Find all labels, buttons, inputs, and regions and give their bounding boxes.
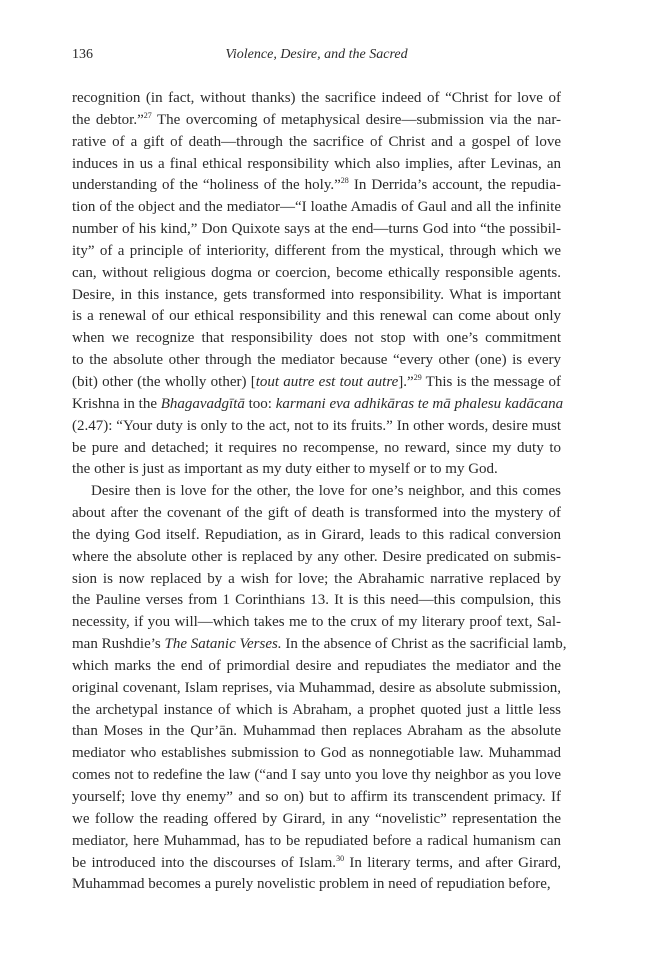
text-run: than Moses in the Qur’ān. Muhammad then replaces Abraham as the absolute (72, 723, 561, 740)
text-run: ].” (398, 373, 414, 390)
footnote-ref: 29 (413, 372, 422, 382)
footnote-ref: 28 (340, 176, 349, 186)
text-line (72, 350, 561, 372)
text-line (72, 743, 561, 765)
text-line (72, 154, 561, 176)
text-line (72, 547, 561, 569)
text-line (72, 503, 561, 525)
text-run: ity” of a principle of interiority, different from the mystical, through which we (72, 242, 561, 259)
text-run: In Derrida’s account, the repudia- (348, 177, 561, 194)
text-line (72, 438, 561, 460)
text-line (72, 132, 561, 154)
text-run: yourself; love thy enemy” and so on) but to affirm its transcendent primacy. If (72, 789, 561, 805)
text-line (72, 328, 561, 350)
page-number: 136 (72, 47, 93, 62)
italic-text: tout autre est tout autre (255, 373, 399, 390)
text-run: the archetypal instance of which is Abraham, a prophet quoted just a little less (72, 701, 561, 718)
text-line (72, 590, 561, 612)
text-run: mediator who establishes submission to God as nonnegotiable law. Muhammad (72, 745, 561, 762)
text-run: necessity, if you will—which takes me to the crux of my literary proof text, Sal- (72, 614, 561, 631)
text-run: original covenant, Islam reprises, via Muhammad, desire as absolute submission, (72, 679, 561, 696)
text-line (72, 700, 561, 722)
running-head (72, 47, 561, 67)
text-line (72, 525, 561, 547)
running-title: Violence, Desire, and the Sacred (225, 47, 408, 62)
text-run: too: (244, 395, 276, 412)
text-run: the debtor.” (72, 111, 144, 128)
text-line (72, 765, 561, 787)
text-run: In literary terms, and after Girard, (344, 854, 561, 871)
text-line (72, 416, 561, 438)
text-line (72, 721, 561, 743)
text-line (72, 612, 561, 634)
text-line (72, 372, 561, 394)
text-run: (2.47): “Your duty is only to the act, not to its fruits.” In other words, desire must (72, 417, 561, 434)
paragraph (72, 481, 567, 896)
text-run: Desire, in this instance, gets transformed into responsibility. What is important (72, 286, 561, 303)
text-run: man Rushdie’s (72, 636, 165, 653)
text-run: sion is now replaced by a wish for love; the Abrahamic narrative replaced by (72, 570, 561, 587)
text-run: Muhammad becomes a purely novelistic problem in need of repudiation before, (72, 876, 551, 893)
italic-text: Bhagavadgītā (160, 395, 245, 412)
text-line (72, 241, 561, 263)
text-line (72, 285, 561, 307)
footnote-ref: 30 (336, 853, 345, 863)
text-run: to the absolute other through the mediator because “every other (one) is every (72, 352, 561, 369)
text-line (72, 634, 567, 656)
text-run: mediator, here Muhammad, has to be repudiated before a radical humanism can (72, 832, 561, 849)
text-line (72, 569, 561, 591)
text-run: In the absence of Christ as the sacrificial lamb, (281, 636, 567, 653)
body-text (72, 88, 567, 896)
text-run: the other is just as important as my duty either to myself or to my God. (72, 461, 498, 478)
text-run: comes not to redefine the law (“and I say unto you love thy neighbor as you love (72, 767, 561, 784)
text-run: when we recognize that responsibility does not stop with one’s commitment (72, 330, 561, 347)
italic-text: The Satanic Verses. (164, 636, 282, 653)
text-run: we follow the reading offered by Girard, in any “novelistic” representation the (72, 810, 561, 827)
text-line (72, 656, 561, 678)
text-run: Desire then is love for the other, the love for one’s neighbor, and this comes (91, 483, 561, 500)
text-line (72, 263, 561, 285)
text-line (72, 831, 561, 853)
text-run: The overcoming of metaphysical desire—submission via the nar- (151, 111, 562, 128)
text-run: the dying God itself. Repudiation, as in Girard, leads to this radical conversion (72, 526, 561, 543)
text-run: rative of a gift of death—through the sacrifice of Christ and a gospel of love (72, 133, 561, 150)
text-run: induces in us a final ethical responsibility which also implies, after Levinas, an (72, 155, 561, 172)
text-line (72, 874, 561, 896)
text-run: about after the covenant of the gift of death is transformed into the mystery of (72, 505, 561, 522)
text-line (72, 197, 561, 219)
text-line (72, 219, 561, 241)
text-line (72, 481, 561, 503)
text-run: where the absolute other is replaced by any other. Desire predicated on submis- (72, 548, 561, 565)
text-line (72, 678, 561, 700)
text-run: can, without religious dogma or coercion, become ethically responsible agents. (72, 264, 561, 281)
text-run: This is the message of (421, 373, 561, 390)
text-line (72, 394, 564, 416)
text-line (72, 110, 561, 132)
text-line (72, 175, 561, 197)
text-run: number of his kind,” Don Quixote says at the end—turns God into “the possibil- (72, 221, 561, 238)
text-line (72, 787, 561, 809)
text-line (72, 853, 561, 875)
text-run: (bit) other (the wholly other) [ (72, 373, 256, 390)
text-line (72, 809, 561, 831)
text-run: be introduced into the discourses of Islam. (72, 854, 337, 871)
paragraph (72, 88, 564, 481)
text-run: the Pauline verses from 1 Corinthians 13. It is this need—this compulsion, this (72, 592, 561, 609)
text-run: which marks the end of primordial desire and repudiates the mediator and the (72, 657, 561, 674)
text-run: recognition (in fact, without thanks) the sacrifice indeed of “Christ for love of (72, 90, 561, 106)
text-run: tion of the object and the mediator—“I loathe Amadis of Gaul and all the infinite (72, 199, 561, 216)
text-line (72, 459, 561, 481)
italic-text: karmani eva adhikāras te mā phalesu kadācana (275, 395, 564, 412)
text-run: understanding of the “holiness of the holy.” (72, 177, 341, 194)
text-run: be pure and detached; it requires no recompense, no reward, since my duty to (72, 439, 561, 456)
text-line (72, 88, 561, 110)
text-run: Krishna in the (72, 395, 161, 412)
text-run: is a renewal of our ethical responsibility and this renewal can come about only (72, 308, 561, 325)
text-line (72, 306, 561, 328)
footnote-ref: 27 (143, 110, 152, 120)
